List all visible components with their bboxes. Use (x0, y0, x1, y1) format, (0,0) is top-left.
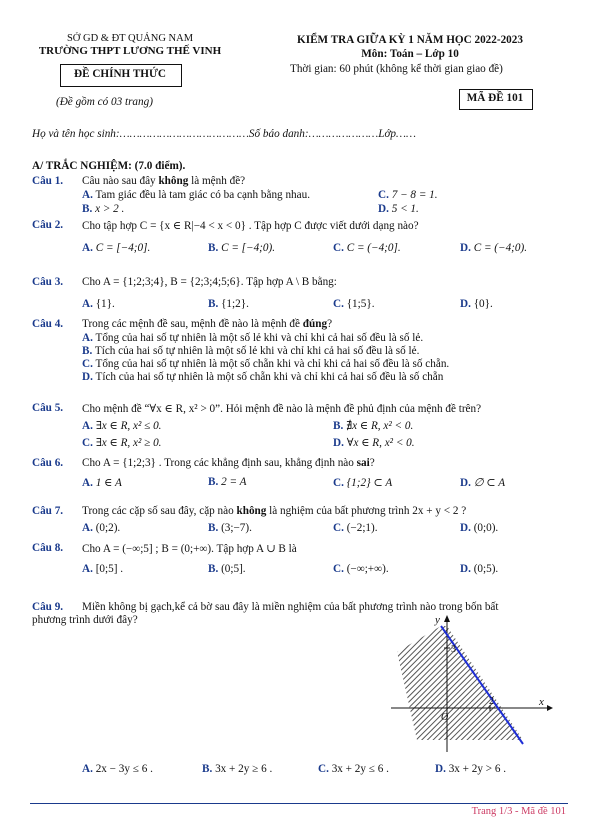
q2-number: Câu 2. (32, 219, 64, 231)
q5-option-d[interactable]: D. ∀x ∈ R, x² < 0. (333, 437, 415, 449)
origin-label: O (441, 712, 449, 723)
school-name: TRƯỜNG THPT LƯƠNG THẾ VINH (38, 45, 222, 57)
q9-option-b[interactable]: B. 3x + 2y ≥ 6 . (202, 763, 273, 775)
q4-option-b[interactable]: B. Tích của hai số tự nhiên là một số lẻ khi và chỉ khi cả hai số đều là số lẻ. (82, 345, 420, 357)
footer-rule (30, 803, 568, 804)
official-label: ĐỀ CHÍNH THỨC (74, 68, 166, 80)
exam-code: MÃ ĐỀ 101 (466, 92, 524, 104)
q1-option-a[interactable]: A. Tam giác đều là tam giác có ba cạnh bằng nhau. (82, 189, 310, 201)
q6-option-a[interactable]: A. 1 ∈ A (82, 477, 122, 489)
q7-option-c[interactable]: C. (−2;1). (333, 522, 378, 534)
q3-option-b[interactable]: B. {1;2}. (208, 298, 249, 310)
y-tick-label: 3 (451, 644, 456, 655)
x-axis-arrow (547, 705, 553, 711)
q2-option-c[interactable]: C. C = (−4;0]. (333, 242, 401, 254)
page-count: (Đề gồm có 03 trang) (56, 96, 153, 108)
q3-stem: Cho A = {1;2;3;4}, B = {2;3;4;5;6}. Tập hợp A \ B bằng: (82, 276, 337, 288)
q5-option-c[interactable]: C. ∃x ∈ R, x² ≥ 0. (82, 437, 162, 449)
q1-number: Câu 1. (32, 175, 64, 187)
q5-stem: Cho mệnh đề “∀x ∈ R, x² > 0”. Hỏi mệnh đề nào là mệnh đề phủ định của mệnh đề trên? (82, 403, 482, 415)
q2-option-a[interactable]: A. C = [−4;0]. (82, 242, 151, 254)
q8-option-d[interactable]: D. (0;5). (460, 563, 499, 575)
q1-stem: Câu nào sau đây không là mệnh đề? (82, 175, 246, 187)
q9-stem: Miền không bị gạch,kể cả bờ sau đây là miền nghiệm của bất phương trình nào trong bốn bất (82, 601, 499, 613)
q2-stem: Cho tập hợp C = {x ∈ R|−4 < x < 0} . Tập hợp C được viết dưới dạng nào? (82, 220, 419, 232)
q3-option-a[interactable]: A. {1}. (82, 298, 115, 310)
section-title: A/ TRẮC NGHIỆM: (7.0 điểm). (32, 160, 186, 172)
student-info-line: Họ và tên học sinh:…………………………………Số báo danh:…………………Lớp…… (32, 128, 416, 140)
exam-time: Thời gian: 60 phút (không kể thời gian giao đề) (290, 63, 503, 75)
y-axis-arrow (444, 615, 450, 622)
q9-stem-line2: phương trình dưới đây? (32, 614, 138, 626)
q6-option-b[interactable]: B. 2 = A (208, 476, 247, 488)
q1-option-c[interactable]: C. 7 − 8 = 1. (378, 189, 438, 201)
q2-option-d[interactable]: D. C = (−4;0). (460, 242, 528, 254)
q9-graph (385, 612, 557, 754)
q7-option-a[interactable]: A. (0;2). (82, 522, 121, 534)
q6-stem: Cho A = {1;2;3} . Trong các khẳng định sau, khẳng định nào sai? (82, 457, 375, 469)
q4-option-a[interactable]: A. Tổng của hai số tự nhiên là một số lẻ khi và chỉ khi cả hai số đều là số lẻ. (82, 332, 424, 344)
q6-option-d[interactable]: D. ∅ ⊂ A (460, 477, 506, 489)
q6-number: Câu 6. (32, 457, 64, 469)
q5-number: Câu 5. (32, 402, 64, 414)
q4-stem: Trong các mệnh đề sau, mệnh đề nào là mệnh đề đúng? (82, 318, 333, 330)
q8-option-b[interactable]: B. (0;5]. (208, 563, 246, 575)
q9-option-d[interactable]: D. 3x + 2y > 6 . (435, 763, 507, 775)
q1-option-b[interactable]: B. x > 2 . (82, 203, 125, 215)
x-tick-label: 2 (489, 696, 494, 707)
q9-option-a[interactable]: A. 2x − 3y ≤ 6 . (82, 763, 153, 775)
q2-option-b[interactable]: B. C = [−4;0). (208, 242, 276, 254)
q1-option-d[interactable]: D. 5 < 1. (378, 203, 419, 215)
exam-subject: Môn: Toán – Lớp 10 (361, 48, 459, 60)
dept-name: SỞ GD & ĐT QUẢNG NAM (66, 33, 194, 44)
q5-option-a[interactable]: A. ∃x ∈ R, x² ≤ 0. (82, 420, 162, 432)
page-footer: Trang 1/3 - Mã đề 101 (471, 806, 566, 817)
q8-number: Câu 8. (32, 542, 64, 554)
q8-option-c[interactable]: C. (−∞;+∞). (333, 563, 389, 575)
q4-option-d[interactable]: D. Tích của hai số tự nhiên là một số chẵn khi và chỉ khi cả hai số đều là số chẵn (82, 371, 444, 383)
y-axis-label: y (435, 614, 440, 626)
q7-stem: Trong các cặp số sau đây, cặp nào không là nghiệm của bất phương trình 2x + y < 2 ? (82, 505, 467, 517)
q5-option-b[interactable]: B. ∄x ∈ R, x² < 0. (333, 420, 414, 432)
q8-stem: Cho A = (−∞;5] ; B = (0;+∞). Tập hợp A ∪ B là (82, 543, 297, 555)
q3-number: Câu 3. (32, 276, 64, 288)
q6-option-c[interactable]: C. {1;2} ⊂ A (333, 477, 393, 489)
q7-option-b[interactable]: B. (3;−7). (208, 522, 252, 534)
q3-option-d[interactable]: D. {0}. (460, 298, 493, 310)
hatched-region (397, 626, 523, 740)
q8-option-a[interactable]: A. [0;5] . (82, 563, 124, 575)
q7-option-d[interactable]: D. (0;0). (460, 522, 499, 534)
q9-option-c[interactable]: C. 3x + 2y ≤ 6 . (318, 763, 389, 775)
q9-number: Câu 9. (32, 601, 64, 613)
q4-number: Câu 4. (32, 318, 64, 330)
q3-option-c[interactable]: C. {1;5}. (333, 298, 375, 310)
exam-title: KIỂM TRA GIỮA KỲ 1 NĂM HỌC 2022-2023 (297, 34, 523, 46)
x-axis-label: x (539, 696, 544, 708)
q4-option-c[interactable]: C. Tổng của hai số tự nhiên là một số chẵn khi và chỉ khi cả hai số đều là số chẵn. (82, 358, 450, 370)
q7-number: Câu 7. (32, 505, 64, 517)
